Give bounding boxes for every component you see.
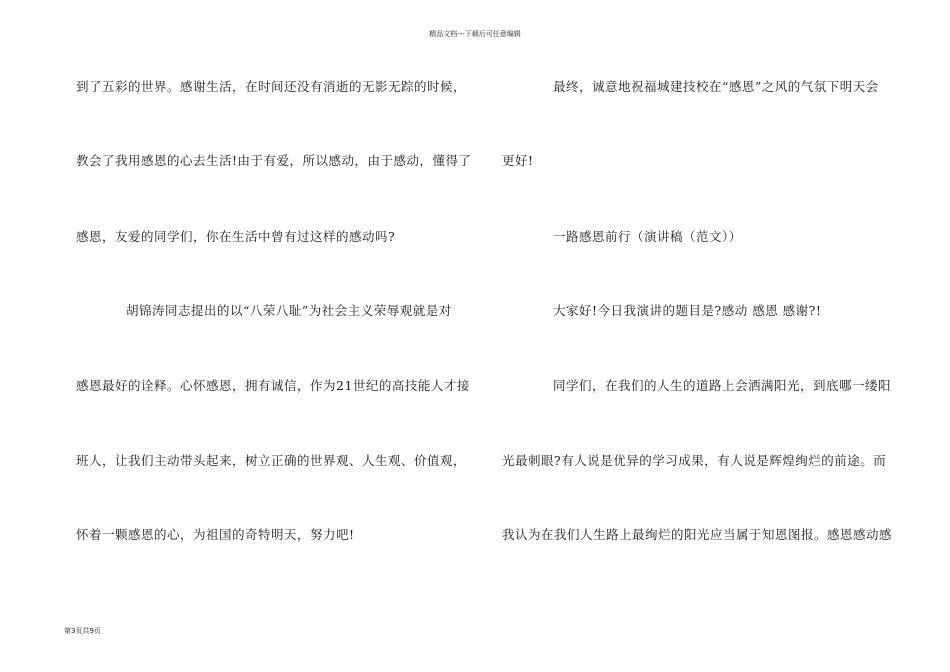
left-line-4: 胡锦涛同志提出的以“八荣八耻”为社会主义荣辱观就是对	[126, 303, 452, 318]
right-line-2: 更好!	[502, 153, 534, 168]
page-number: 第3页共9页	[64, 627, 101, 635]
right-line-5: 同学们，在我们的人生的道路上会洒满阳光，到底哪一缕阳	[553, 378, 892, 393]
left-line-6: 班人，让我们主动带头起来，树立正确的世界观、人生观、价值观，	[76, 453, 467, 468]
left-line-3: 感恩，友爱的同学们，你在生活中曾有过这样的感动吗?	[76, 229, 396, 244]
left-line-1: 到了五彩的世界。感谢生活，在时间还没有消逝的无影无踪的时候，	[76, 79, 467, 94]
right-line-3: 一路感恩前行（演讲稿（范文））	[553, 229, 742, 244]
right-line-6: 光最刺眼?有人说是优异的学习成果，有人说是辉煌绚烂的前途。而	[502, 453, 887, 468]
left-line-2: 教会了我用感恩的心去生活!由于有爱，所以感动，由于感动，懂得了	[76, 153, 472, 168]
right-line-4: 大家好!今日我演讲的题目是?感动 感恩 感谢?!	[553, 303, 822, 318]
right-line-7: 我认为在我们人生路上最绚烂的阳光应当属于知恩图报。感恩感动感	[502, 527, 893, 542]
page-header: 精品文档---下载后可任意编辑	[429, 30, 521, 38]
right-line-1: 最终，诚意地祝福城建技校在“感恩”之风的气氛下明天会	[553, 79, 879, 94]
left-line-7: 怀着一颗感恩的心，为祖国的奇特明天，努力吧!	[76, 527, 355, 542]
left-line-5: 感恩最好的诠释。心怀感恩，拥有诚信，作为21世纪的高技能人才接	[76, 378, 470, 393]
